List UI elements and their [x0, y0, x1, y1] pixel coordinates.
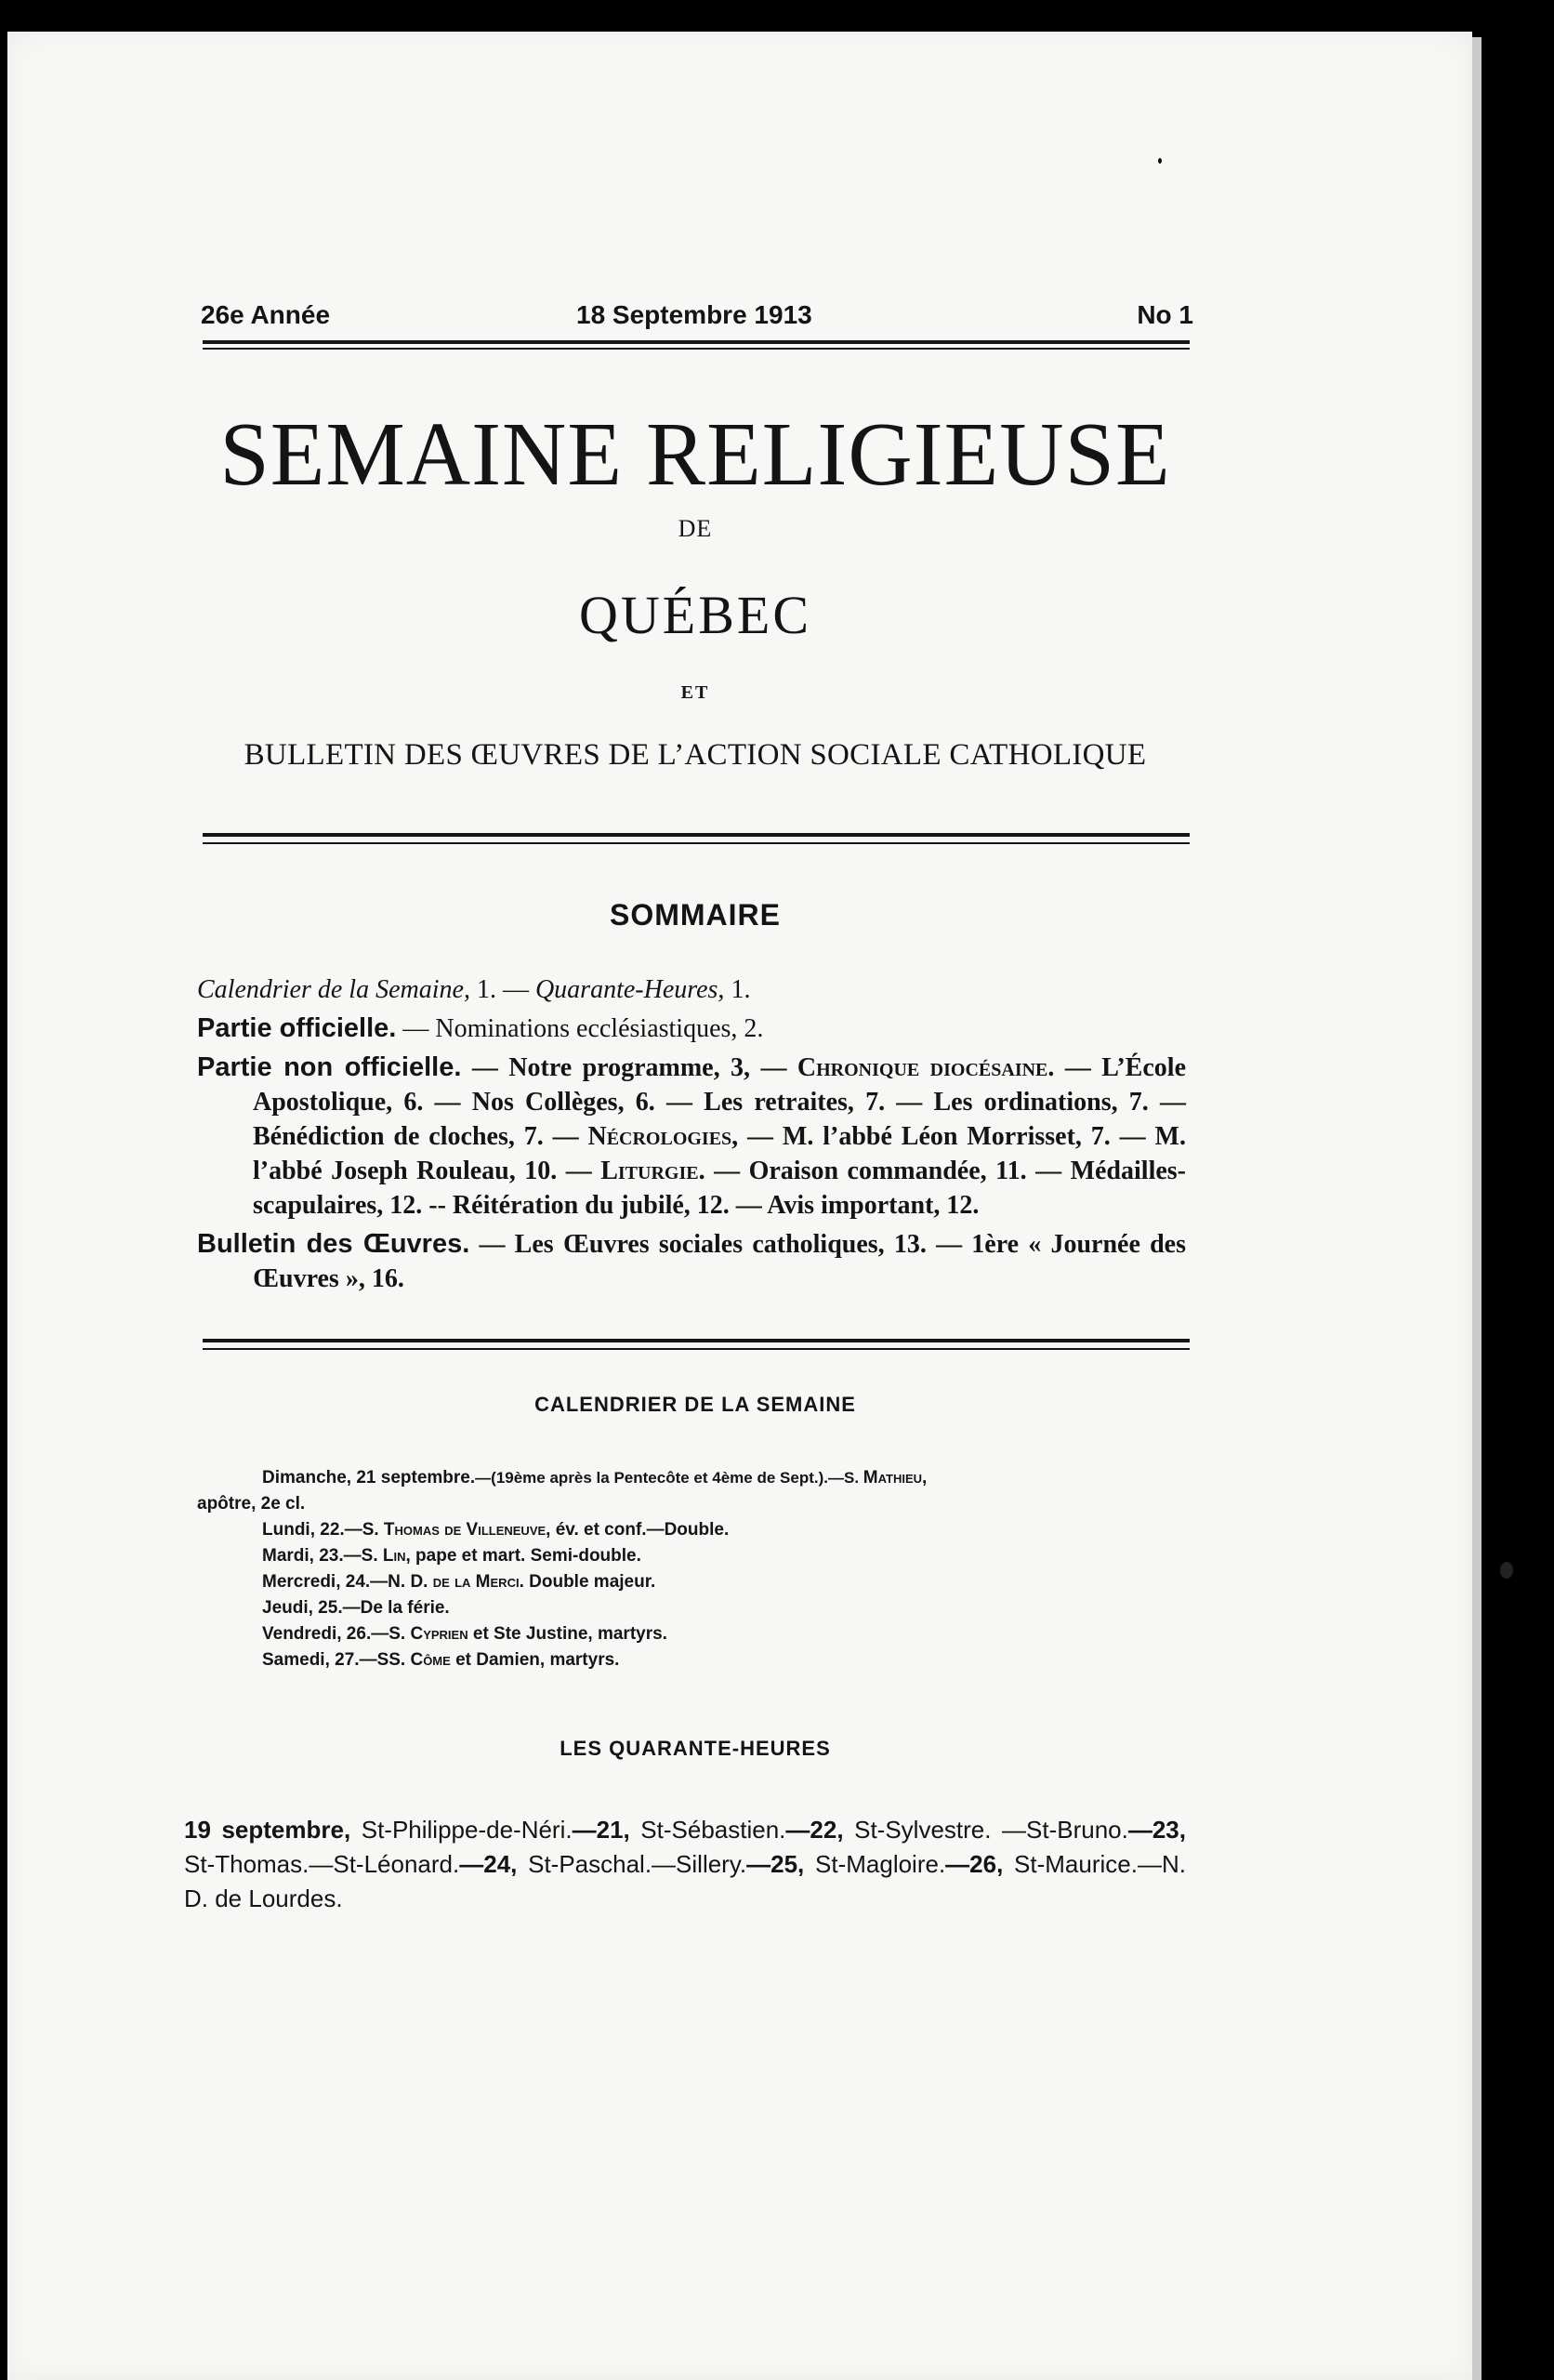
qh-date: —23, — [1127, 1816, 1186, 1844]
issue-number: No 1 — [1137, 300, 1193, 329]
calendar-heading: CALENDRIER DE LA SEMAINE — [534, 1393, 856, 1416]
masthead-info — [197, 300, 1193, 337]
calendar-rest: pape et mart. Semi-double. — [410, 1546, 641, 1566]
qh-parish: St-Magloire. — [804, 1850, 946, 1878]
summary-calendar-entry — [197, 972, 1186, 1007]
liturgie-label: Liturgie. — [600, 1157, 705, 1185]
scan-speck — [1500, 1562, 1513, 1579]
qh-parish: St-Sébastien. — [629, 1816, 786, 1844]
quarante-heures-text — [184, 1813, 1186, 1916]
calendar-rest: év. et conf.—Double. — [550, 1520, 730, 1540]
nonofficial-text-2: — L’École Apostolique, 6. — Nos Collèges, 6. — Les retraites, 7. — Les ordinations, 7. — Bénédiction de cloches, 7. — — [253, 1053, 1186, 1151]
sommaire-heading: SOMMAIRE — [610, 898, 781, 932]
issue-date: 18 Septembre 1913 — [576, 300, 812, 329]
calendar-saint: Mathieu, — [863, 1468, 928, 1488]
qh-parish: St-Paschal.—Sillery. — [517, 1850, 747, 1878]
qh-date: —26, — [945, 1850, 1004, 1878]
qh-date: —21, — [572, 1816, 630, 1844]
calendar-text: —S. — [344, 1520, 384, 1540]
nonofficial-text-4: — Oraison commandée, 11. — Médailles-scapulaires, 12. -- Réitération du jubilé, 12. — Avis important, 12. — [253, 1157, 1186, 1220]
calendar-saint: de la Merci. — [432, 1572, 524, 1592]
calendar-row — [197, 1569, 1193, 1595]
calendar-row — [197, 1543, 1193, 1569]
sommaire-rule-thick — [203, 1339, 1190, 1342]
title-de: DE — [678, 515, 713, 542]
bulletin-text: — Les Œuvres sociales catholiques, 13. — 1ère « Journée des Œuvres », 16. — [253, 1230, 1186, 1293]
qh-date: —24, — [459, 1850, 518, 1878]
sommaire-rule-thin — [203, 1348, 1190, 1350]
sommaire-contents — [197, 972, 1186, 1301]
calendar-day: Jeudi, 25. — [262, 1598, 343, 1618]
calendar-saint: Lin, — [382, 1546, 411, 1566]
calendar-day: Mardi, 23. — [262, 1546, 344, 1566]
calendar-day: Mercredi, 24. — [262, 1572, 371, 1592]
official-part-text: — Nominations ecclésiastiques, 2. — [396, 1014, 764, 1043]
calendar-row — [197, 1517, 1193, 1543]
necrologies-label: Nécrologies, — [587, 1122, 739, 1151]
qh-parish: St-Thomas.—St-Léonard. — [184, 1850, 460, 1878]
calendar-text: apôtre, 2e cl. — [197, 1494, 306, 1514]
summary-nonofficial-part — [197, 1051, 1186, 1223]
calendar-text: —SS. — [359, 1650, 411, 1670]
calendar-saint: Cyprien — [410, 1624, 468, 1644]
qh-parish: St-Philippe-de-Néri. — [350, 1816, 573, 1844]
calendar-day: Vendredi, 26. — [262, 1624, 372, 1644]
qh-parish: St-Sylvestre. —St-Bruno. — [843, 1816, 1128, 1844]
quarante-heures-ref: Quarante-Heures, — [534, 975, 725, 1004]
calendar-day: Dimanche, 21 septembre. — [262, 1468, 476, 1488]
calendar-row — [197, 1491, 1193, 1517]
chronique-label: Chronique diocésaine. — [797, 1053, 1055, 1082]
qh-date: —22, — [785, 1816, 844, 1844]
calendar-row — [197, 1595, 1193, 1621]
bulletin-label: Bulletin des Œuvres. — [197, 1229, 470, 1259]
quarante-heures-heading: LES QUARANTE-HEURES — [560, 1737, 831, 1760]
nonofficial-text-3: — M. l’abbé Léon Morrisset, 7. — M. l’abbé Joseph Rouleau, 10. — — [253, 1122, 1186, 1185]
journal-subtitle: BULLETIN DES ŒUVRES DE L’ACTION SOCIALE CATHOLIQUE — [244, 738, 1147, 772]
title-et: ET — [680, 682, 710, 703]
calendar-rest: et Damien, martyrs. — [450, 1650, 620, 1670]
subtitle-rule-thin — [203, 842, 1190, 844]
qh-date: —25, — [746, 1850, 805, 1878]
summary-official-part — [197, 1012, 1186, 1046]
nonofficial-text-1: — Notre programme, 3, — — [461, 1053, 797, 1082]
calendar-day: Lundi, 22. — [262, 1520, 345, 1540]
calendar-saint: Côme — [410, 1650, 451, 1670]
calendar-page: 1. — — [469, 975, 535, 1004]
year-label: 26e Année — [201, 300, 331, 329]
title-city: QUÉBEC — [579, 585, 811, 645]
calendar-text: —De la férie. — [342, 1598, 450, 1618]
calendar-row — [197, 1465, 1193, 1491]
calendar-day: Samedi, 27. — [262, 1650, 360, 1670]
subtitle-rule-thick — [203, 833, 1190, 837]
qh-date: 19 septembre, — [184, 1816, 351, 1844]
calendar-rest: Double majeur. — [523, 1572, 656, 1592]
calendar-text: —S. — [371, 1624, 411, 1644]
calendar-ref: Calendrier de la Semaine, — [197, 975, 470, 1004]
calendar-text: —S. — [343, 1546, 383, 1566]
page-edge-shadow — [1472, 37, 1482, 2380]
calendar-list — [197, 1465, 1193, 1673]
calendar-row — [197, 1647, 1193, 1673]
scan-speck — [1158, 158, 1162, 164]
top-rule-thin — [203, 348, 1190, 350]
top-rule-thick — [203, 340, 1190, 344]
calendar-rest: et Ste Justine, martyrs. — [468, 1624, 667, 1644]
journal-title: SEMAINE RELIGIEUSE — [219, 404, 1171, 505]
nonofficial-part-label: Partie non officielle. — [197, 1052, 462, 1082]
qh-parish: St-Maurice.—N. D. de Lourdes. — [184, 1850, 1186, 1912]
calendar-saint: Thomas de Villeneuve, — [383, 1520, 551, 1540]
official-part-label: Partie officielle. — [197, 1013, 397, 1043]
calendar-row — [197, 1621, 1193, 1647]
calendar-text: —(19ème après la Pentecôte et 4ème de Sept.).—S. — [475, 1469, 863, 1487]
summary-bulletin — [197, 1227, 1186, 1296]
quarante-heures-page: 1. — [724, 975, 751, 1004]
calendar-text: —N. D. — [370, 1572, 433, 1592]
